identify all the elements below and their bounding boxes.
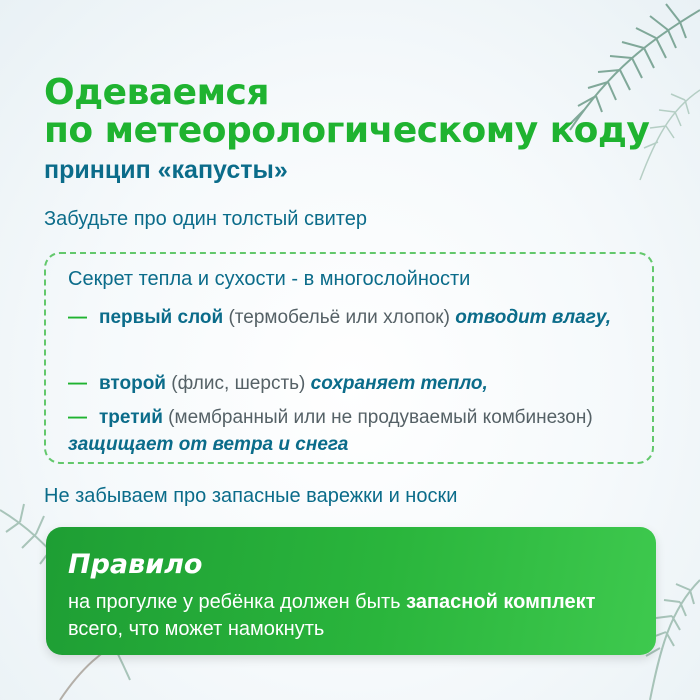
layer-detail: (мембранный или не продуваемый комбинезон) [162, 407, 593, 428]
layers-panel [44, 252, 654, 464]
rule-text-bold: запасной комплект [406, 591, 596, 613]
rule-text-end: всего, что может намокнуть [68, 618, 325, 640]
rule-text [68, 589, 638, 643]
dash-bullet-icon: — [68, 407, 87, 428]
layer-detail: (флис, шерсть) [165, 373, 311, 394]
layer-action: защищает от ветра и снега [68, 434, 349, 455]
layers-panel-heading: Секрет тепла и сухости - в многослойности [68, 268, 471, 290]
page-title-line2: по метеорологическому коду [44, 110, 650, 151]
intro-text: Забудьте про один толстый свитер [44, 208, 367, 230]
page-subtitle: принцип «капусты» [44, 156, 288, 184]
layer-name: первый слой [99, 307, 224, 328]
page-title-line1: Одеваемся [44, 72, 269, 113]
rule-title: Правило [68, 549, 203, 580]
layer-name: третий [99, 407, 163, 428]
layer-item-third [68, 404, 638, 458]
layer-item-second [68, 370, 638, 397]
layer-name: второй [99, 373, 166, 394]
dash-bullet-icon: — [68, 373, 87, 394]
rule-text-start: на прогулке у ребёнка должен быть [68, 591, 407, 613]
layer-detail: (термобельё или хлопок) [223, 307, 456, 328]
layer-action: отводит влагу, [455, 307, 611, 328]
layer-item-first [68, 304, 638, 331]
rule-card [46, 527, 656, 655]
reminder-text: Не забываем про запасные варежки и носки [44, 485, 458, 507]
layer-action: сохраняет тепло, [310, 373, 488, 394]
fir-branch-icon [480, 0, 700, 200]
dash-bullet-icon: — [68, 307, 87, 328]
